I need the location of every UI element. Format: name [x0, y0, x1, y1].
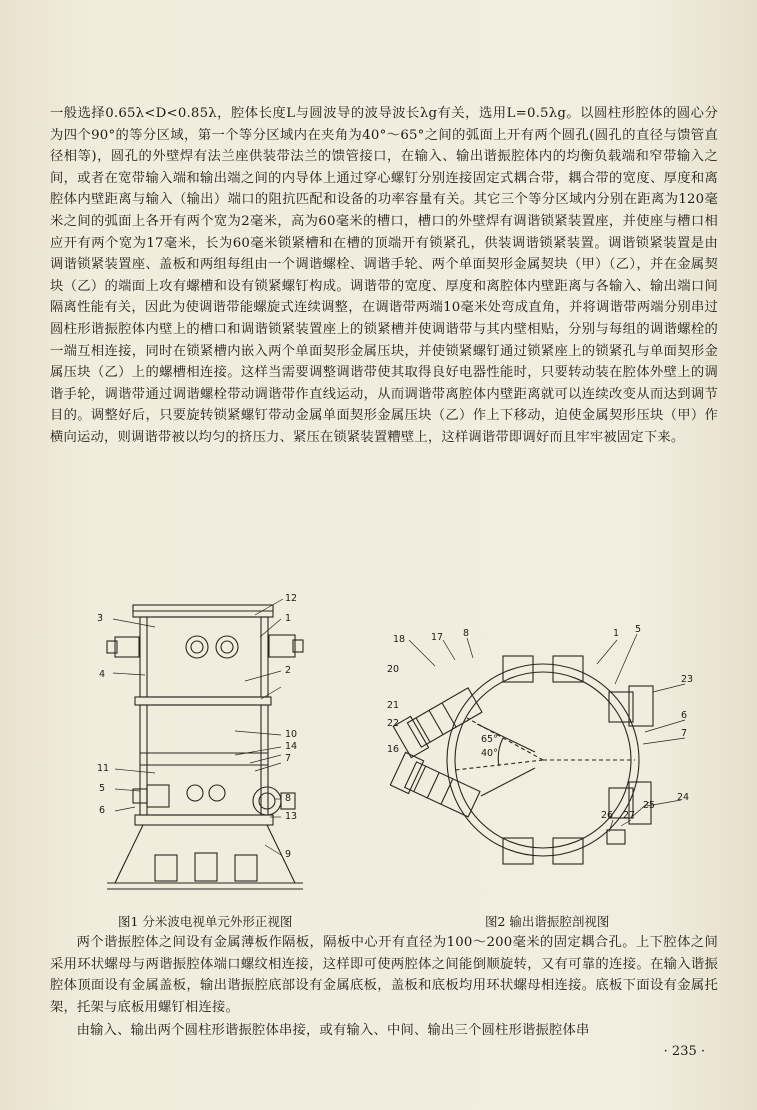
body-paragraph-2: 两个谐振腔体之间设有金属薄板作隔板，隔板中心开有直径为100～200毫米的固定耦合孔。上下腔体之间采用环状螺母与两谐振腔体端口螺纹相连接，这样即可使两腔体之间能倒顺旋转，又有可靠的连接。在输入谐振腔体顶面设有金属盖板，输出谐振腔底部设有金属底板，盖板和底板均用环状螺母相连接。底板下面设有金属托架，托架与底板用螺钉相连接。: [50, 935, 718, 1015]
fig2-label-7: 7: [681, 728, 688, 739]
figure-2-cross-section: [385, 620, 695, 905]
body-paragraph-3: 由输入、输出两个圆柱形谐振腔体串接，或有输入、中间、输出三个圆柱形谐振腔体串: [76, 1023, 590, 1038]
fig1-label-6: 6: [99, 805, 106, 816]
fig1-label-9: 9: [285, 849, 292, 860]
fig2-label-23: 23: [681, 674, 694, 685]
fig2-label-20: 20: [387, 664, 400, 675]
fig1-label-4: 4: [99, 669, 106, 680]
page-number: · 235 ·: [663, 1044, 705, 1059]
body-paragraph-1: 一般选择0.65λ<D<0.85λ，腔体长度L与圆波导的波导波长λg有关，选用L=0.5λg。以圆柱形腔体的圆心分为四个90°的等分区域，第一个等分区域内在夹角为40°～65°之间的弧面上开有两个圆孔(圆孔的直径与馈管直径相等)，圆孔的外壁焊有法兰座供装带法兰的馈管接口，在输入、输出谐振腔体内的均衡负载端和窄带输入之间，或者在宽带输入端和输出端之间的内导体上通过穿心螺钉分别连接固定式耦合带，耦合带的宽度、厚度和离腔体内壁距离与输入（输出）端口的阻抗匹配和设备的功率容量有关。其它三个等分区域内分别在距离为120毫米之间的弧面上各开有两个宽为2毫米，高为60毫米的槽口，槽口的外壁焊有调谐锁紧装置座，并使座与槽口相应开有两个宽为17毫米，长为60毫米锁紧槽和在槽的顶端开有锁紧孔，供装调谐锁紧装置。调谐锁紧装置是由调谐锁紧装置座、盖板和两组每组由一个调谐螺栓、调谐手轮、两个单面契形金属契块（甲）（乙），并在金属契块（乙）的端面上攻有螺槽和设有锁紧螺钉构成。调谐带的宽度、厚度和离腔体内壁距离与各输入、输出端口间隔离性能有关，因此为使调谐带能螺旋式连续调整，在调谐带两端10毫米处弯成直角，并将调谐带两端分别串过圆柱形谐振腔体内壁上的槽口和调谐锁紧装置座上的锁紧槽并使调谐带与其内壁相贴，分别与每组的调谐螺栓的一端互相连接，同时在锁紧槽内嵌入两个单面契形金属压块，并使锁紧螺钉通过锁紧座上的锁紧孔与单面契形金属压块（乙）上的螺槽相连接。这样当需要调整调谐带使其取得良好电器性能时，只要转动装在腔体外壁上的调谐手轮，调谐带通过调谐螺栓带动调谐带作直线运动，从而调谐带离腔体内壁距离就可以连续改变从而达到调节目的。调整好后，只要旋转锁紧螺钉带动金属单面契形金属压块（乙）作上下移动，迫使金属契形压块（甲）作横向运动，则调谐带被以均匀的挤压力、紧压在锁紧装置糟壁上，这样调谐带即调好而且牢牢被固定下来。: [50, 106, 718, 445]
fig2-label-6: 6: [681, 710, 688, 721]
fig1-label-14: 14: [285, 741, 298, 752]
fig2-label-21: 21: [387, 700, 400, 711]
fig2-angle-40: 40°: [481, 748, 498, 759]
fig2-label-5: 5: [635, 624, 642, 635]
fig2-label-24: 24: [677, 792, 690, 803]
fig2-label-1: 1: [613, 628, 620, 639]
figure-1-caption: 图1 分米波电视单元外形正视图: [118, 914, 293, 929]
fig2-label-16: 16: [387, 744, 400, 755]
fig2-label-18: 18: [393, 634, 406, 645]
figure-1-front-view: [85, 585, 335, 905]
fig1-label-2: 2: [285, 665, 292, 676]
fig2-label-8: 8: [463, 628, 470, 639]
fig1-label-11: 11: [97, 763, 110, 774]
fig1-label-5: 5: [99, 783, 106, 794]
fig1-label-8: 8: [285, 793, 292, 804]
fig2-label-26: 26: [601, 810, 614, 821]
fig2-label-17: 17: [431, 632, 444, 643]
figure-2-caption: 图2 输出谐振腔剖视图: [485, 914, 610, 929]
fig1-label-13: 13: [285, 811, 298, 822]
fig2-angle-65: 65°: [481, 734, 498, 745]
fig2-label-22: 22: [387, 718, 400, 729]
fig1-label-10: 10: [285, 729, 298, 740]
fig1-label-3: 3: [97, 613, 104, 624]
fig1-label-1: 1: [285, 613, 292, 624]
fig2-label-25: 25: [643, 800, 656, 811]
fig1-label-7: 7: [285, 753, 292, 764]
fig2-label-27: 27: [623, 810, 636, 821]
fig1-label-12: 12: [285, 593, 298, 604]
